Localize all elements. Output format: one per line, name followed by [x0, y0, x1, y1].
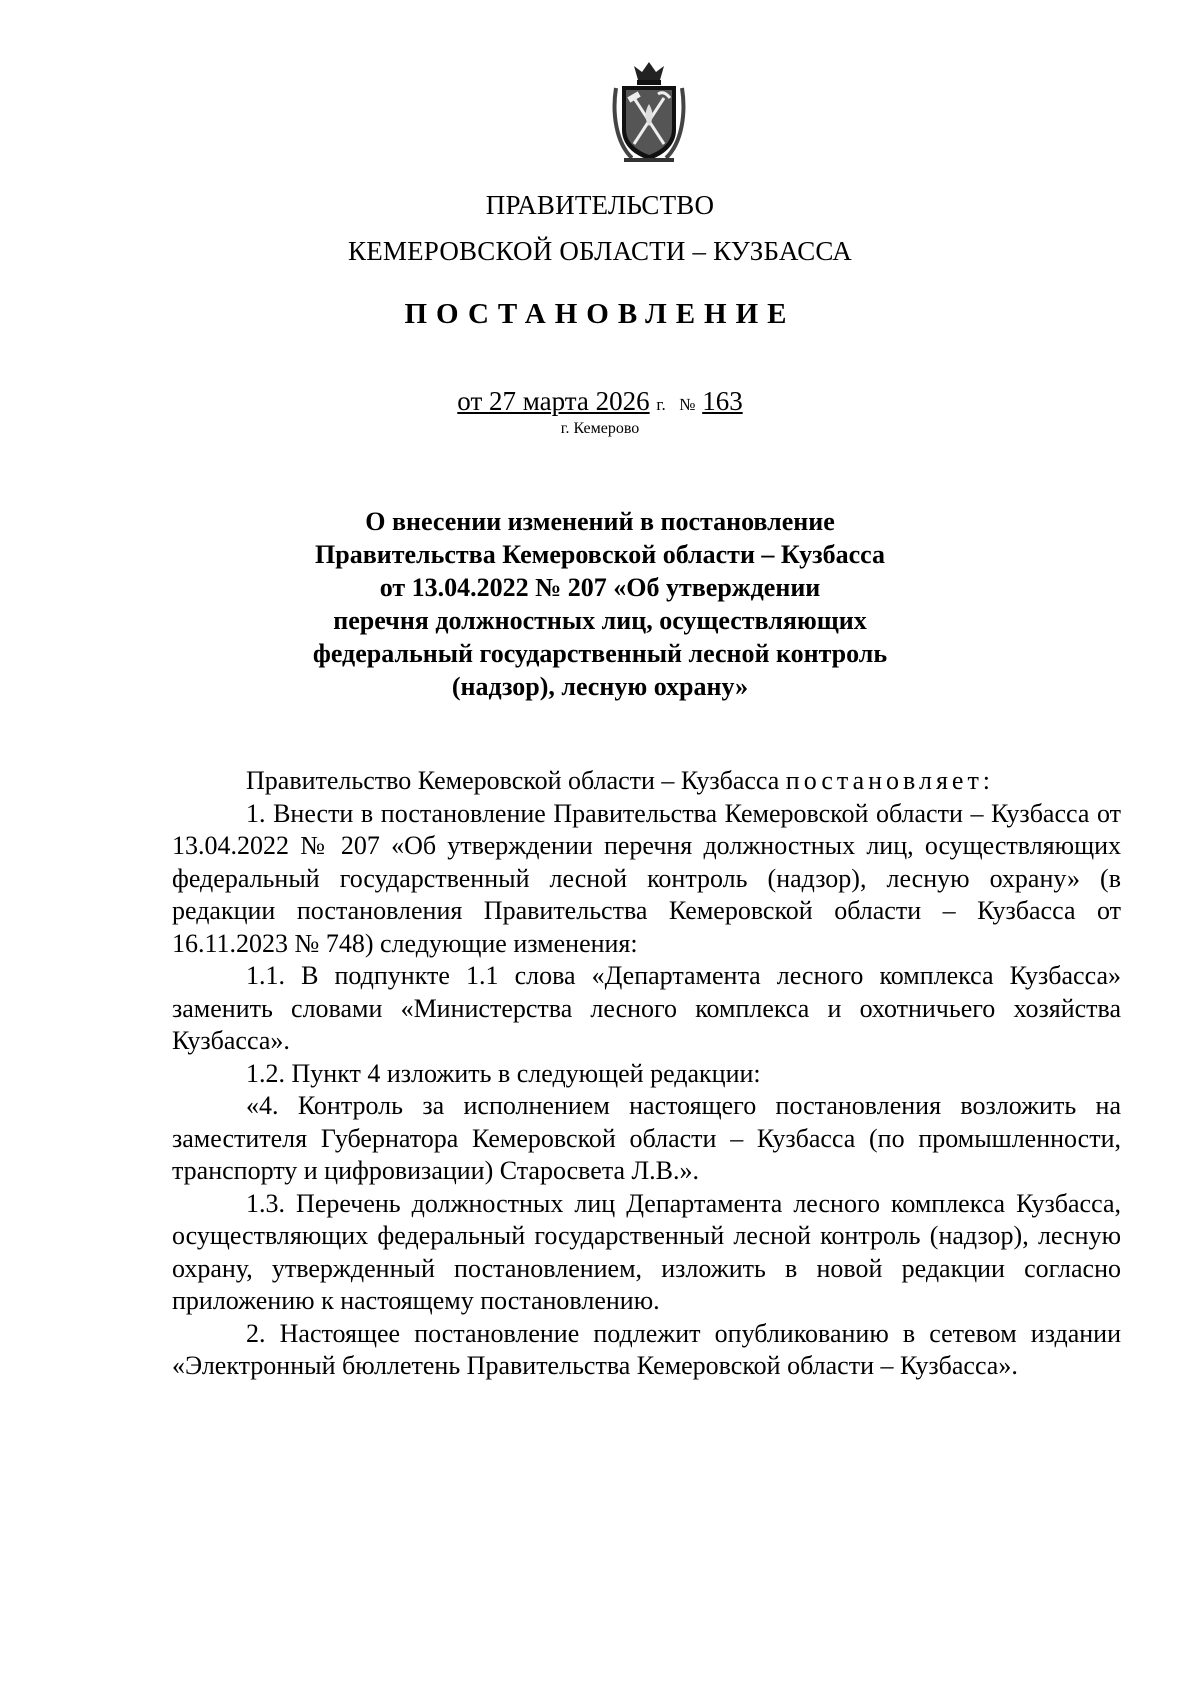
organization-name-line2: КЕМЕРОВСКОЙ ОБЛАСТИ – КУЗБАССА: [348, 236, 852, 266]
document-city: г. Кемерово: [560, 420, 640, 437]
subject-line: О внесении изменений в постановление: [365, 507, 835, 536]
subject-line: Правительства Кемеровской области – Кузбасса: [315, 540, 885, 569]
subject-line: перечня должностных лиц, осуществляющих: [333, 606, 867, 635]
paragraph-1-1: 1.1. В подпункте 1.1 слова «Департамента лесного комплекса Кузбасса» заменить словами «Министерства лесного комплекса и охотничьего хозяйства Кузбасса».: [172, 961, 1121, 1055]
subject-line: федеральный государственный лесной контроль: [312, 639, 888, 668]
paragraph-1-2: 1.2. Пункт 4 изложить в следующей редакции:: [246, 1058, 761, 1088]
subject-line: (надзор), лесную охрану»: [451, 672, 749, 701]
intro-paragraph: [172, 765, 1121, 798]
paragraph-2: 2. Настоящее постановление подлежит опубликованию в сетевом издании «Электронный бюллетень Правительства Кемеровской области – Кузбасса».: [172, 1318, 1121, 1380]
kemerovo-coat-of-arms-icon: [612, 58, 686, 164]
subject-line: от 13.04.2022 № 207 «Об утверждении: [379, 573, 821, 602]
number-label: №: [679, 395, 696, 414]
document-number: 163: [702, 386, 743, 416]
date-suffix: г.: [656, 395, 666, 414]
intro-lead: Правительство Кемеровской области – Кузбасса: [246, 766, 780, 795]
paragraph-1-2-quote: «4. Контроль за исполнением настоящего постановления возложить на заместителя Губернатора Кемеровской области – Кузбасса (по промышленности, транспорту и цифровизации) Старосвета Л.В.».: [172, 1091, 1121, 1185]
date-number-line: [0, 386, 1200, 417]
intro-verb: постановляет:: [785, 766, 995, 795]
organization-name-line1: ПРАВИТЕЛЬСТВО: [485, 190, 715, 220]
document-subject: [0, 505, 1200, 703]
paragraph-1-3: 1.3. Перечень должностных лиц Департамента лесного комплекса Кузбасса, осуществляющих федеральный государственный лесной контроль (надзор), лесную охрану, утвержденный постановлением, изложить в новой редакции согласно приложению к настоящему постановлению.: [172, 1188, 1121, 1315]
paragraph-1: 1. Внести в постановление Правительства Кемеровской области – Кузбасса от 13.04.2022 № 207 «Об утверждении перечня должностных лиц, осуществляющих федеральный государственный лесной контроль (надзор), лесную охрану» (в редакции постановления Правительства Кемеровской области – Кузбасса от 16.11.2023 № 748) следующие изменения:: [172, 798, 1121, 958]
document-type-title: ПОСТАНОВЛЕНИЕ: [404, 298, 796, 330]
document-body: [172, 765, 1121, 1383]
document-date: от 27 марта 2026: [457, 386, 650, 416]
